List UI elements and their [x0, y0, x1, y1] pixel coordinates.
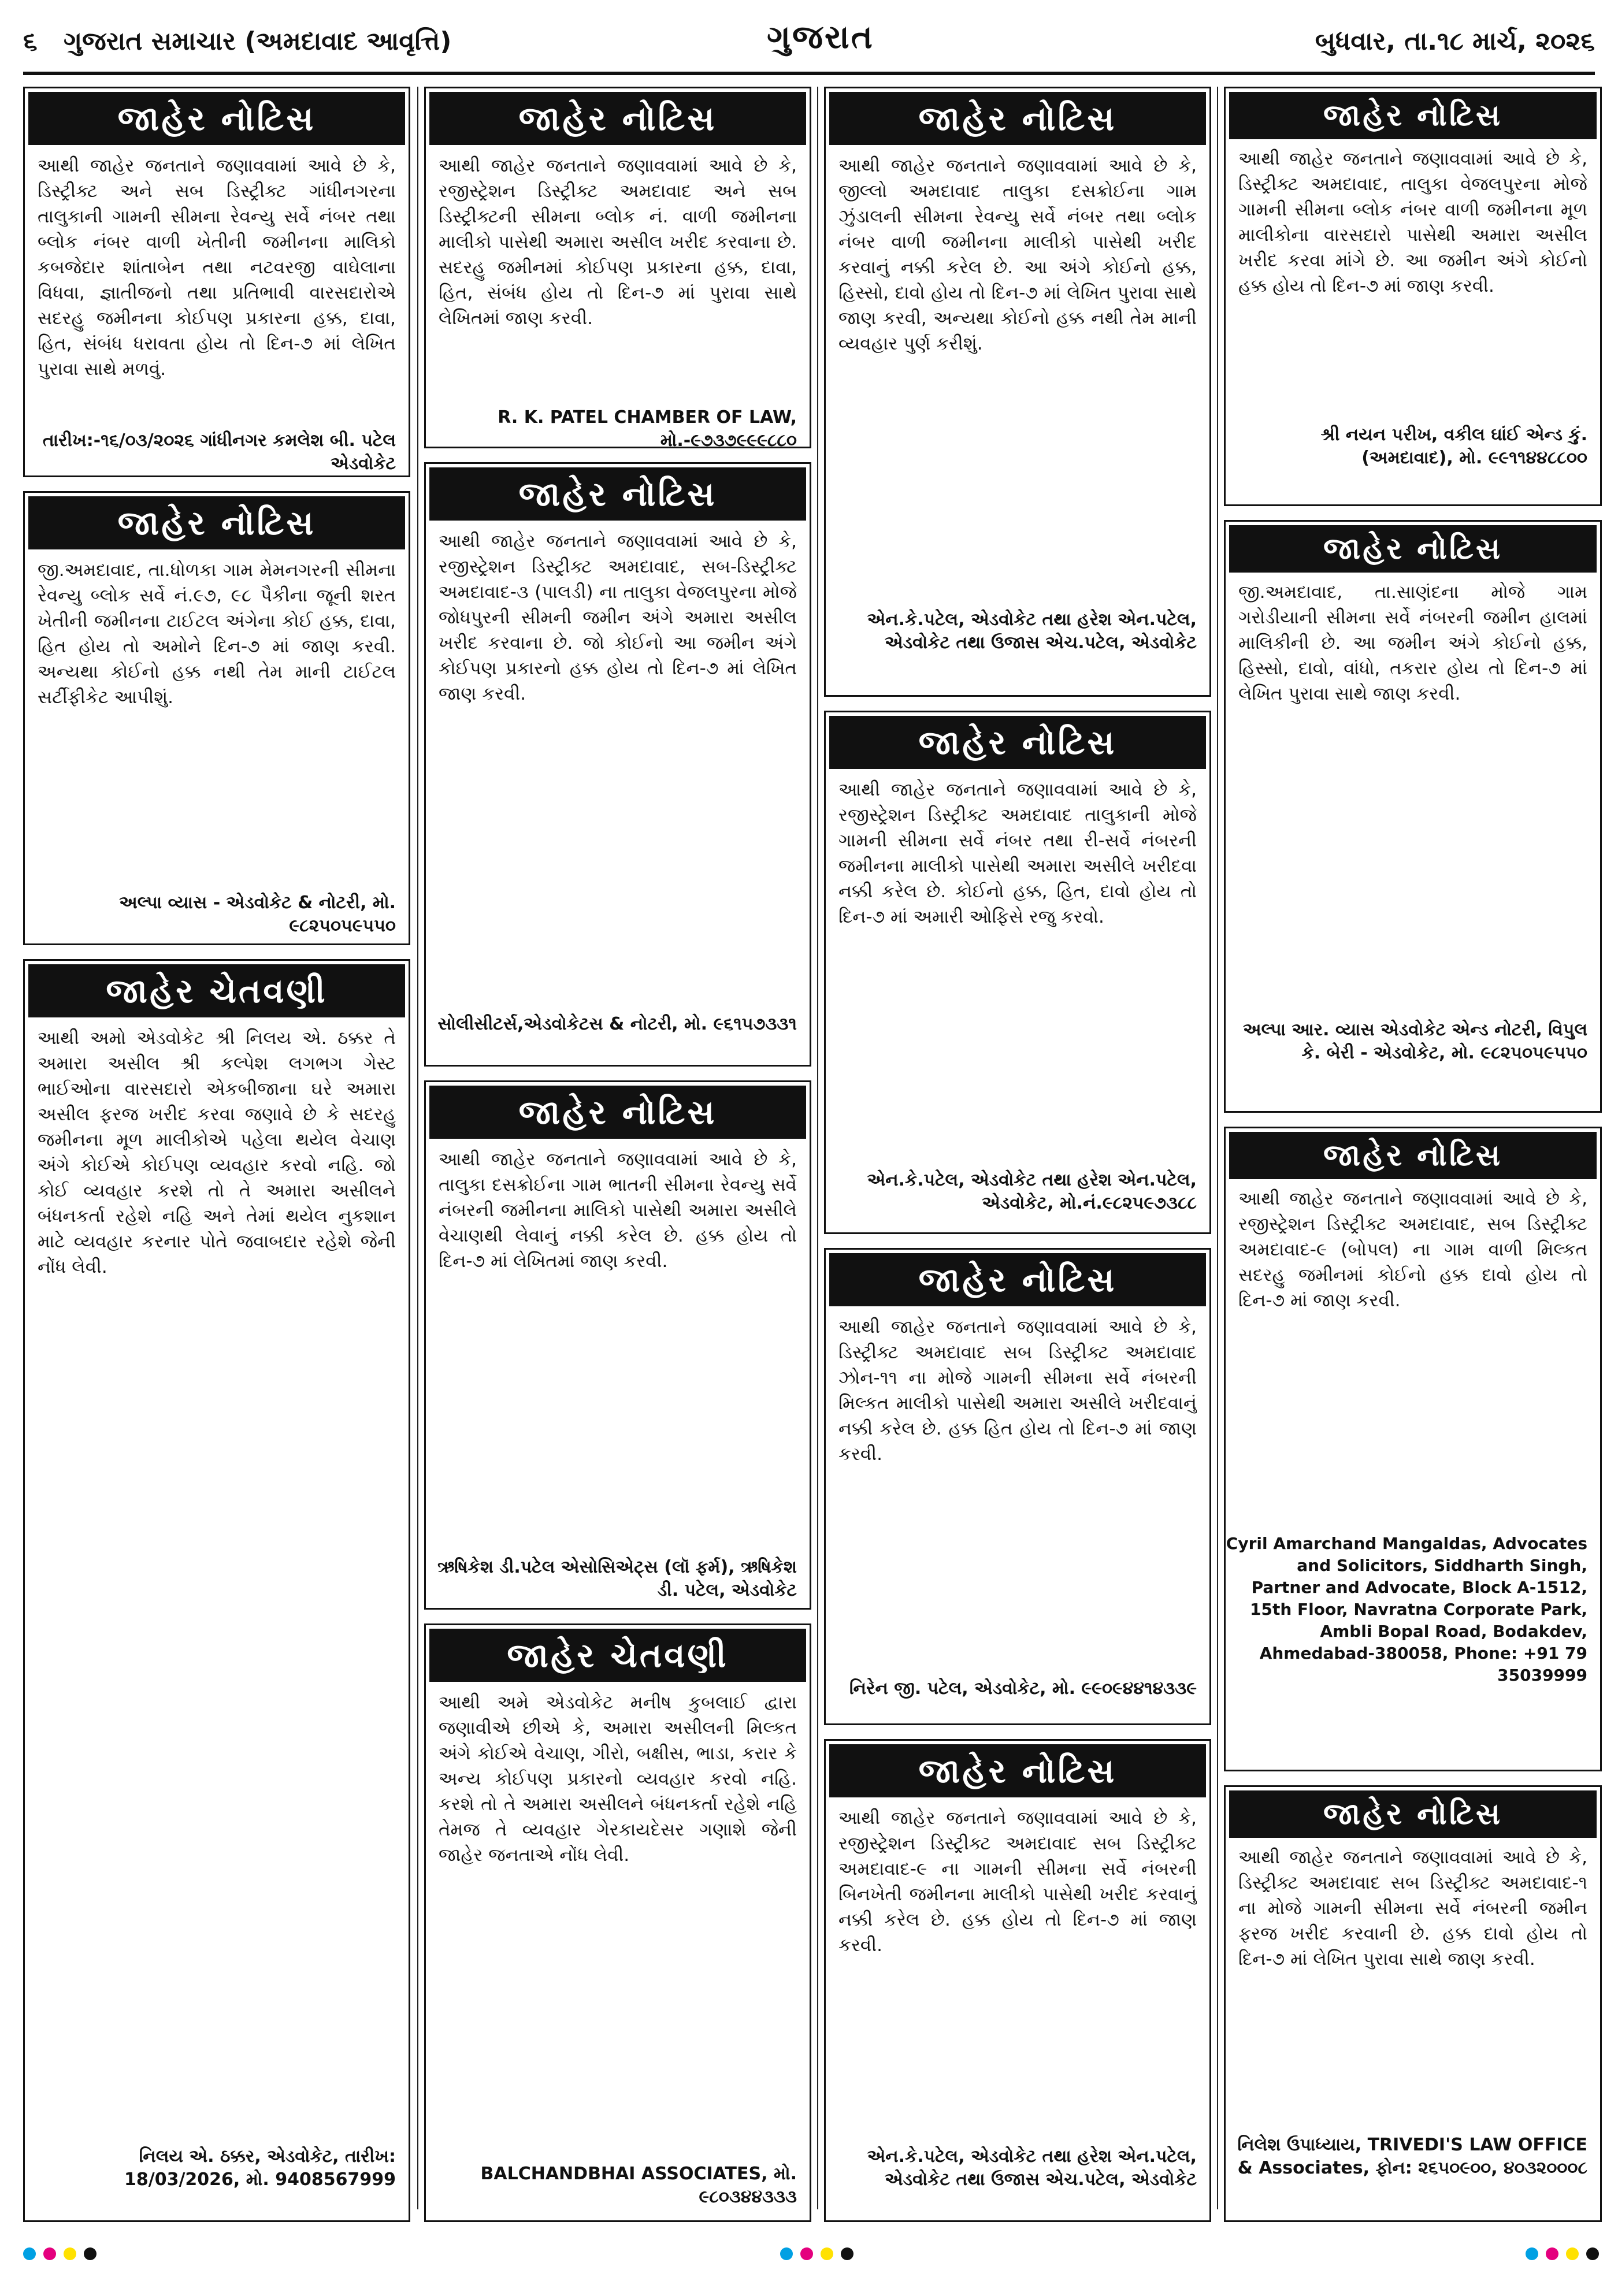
notice-heading: જાહેર નોટિસ	[829, 716, 1206, 769]
notice-box	[1224, 87, 1602, 506]
issue-date: બુધવાર, તા.૧૮ માર્ચ, ૨૦૨૬	[1315, 27, 1595, 56]
notice-body: આથી જાહેર જનતાને જણાવવામાં આવે છે કે, તાલુકા દસક્રોઈના ગામ ભાતની સીમના રેવન્યુ સર્વે નંબરની જમીનના માલિકો પાસેથી અમારા અસીલે વેચાણથી લેવાનું નક્કી કરેલ છે. હક્ક હોય તો દિન-૭ માં લેખિતમાં જાણ કરવી.	[439, 1149, 797, 1272]
notice-heading: જાહેર નોટિસ	[28, 92, 405, 145]
page-header	[23, 16, 1595, 80]
black-dot	[841, 2247, 853, 2260]
notice-signature: સોલીસીટર્સ,એડવોકેટસ & નોટરી, મો. ૯૬૧૫૭૩૩૧	[437, 1014, 797, 1034]
notice-box	[23, 87, 410, 477]
column-2	[417, 87, 817, 2209]
notice-signature: તારીખ:-૧૬/૦૩/૨૦૨૬ ગાંધીનગર કમલેશ બી. પટેલ એડવોકેટ	[42, 430, 396, 474]
magenta-dot	[1546, 2247, 1558, 2260]
notice-heading: જાહેર નોટિસ	[429, 1086, 806, 1139]
column-3	[817, 87, 1217, 2209]
notice-box	[824, 711, 1211, 1234]
warning-box	[424, 1623, 811, 2222]
cyan-dot	[23, 2247, 36, 2260]
notice-box	[424, 87, 811, 451]
notice-body: આથી જાહેર જનતાને જણાવવામાં આવે છે કે, રજીસ્ટ્રેશન ડિસ્ટ્રીક્ટ અમદાવાદ, સબ ડિસ્ટ્રીક્ટ અમદાવાદ-૯ (બોપલ) ના ગામ વાળી મિલ્કત સદરહુ જમીનમાં કોઈનો હક્ક દાવો હોય તો દિન-૭ માં જાણ કરવી.	[1238, 1188, 1587, 1311]
notice-body: આથી જાહેર જનતાને જણાવવામાં આવે છે કે, ડિસ્ટ્રીક્ટ અમદાવાદ, તાલુકા વેજલપુરના મોજે ગામની સીમના બ્લોક નંબર વાળી જમીનના મૂળ માલીકોના વારસદારો પાસેથી અમારા અસીલ ખરીદ કરવા માંગે છે. આ જમીન અંગે કોઈનો હક્ક હોય તો દિન-૭ માં જાણ કરવી.	[1238, 148, 1587, 296]
notice-heading: જાહેર નોટિસ	[28, 496, 405, 549]
notice-box	[23, 491, 410, 945]
cyan-dot	[1526, 2247, 1538, 2260]
notice-body: આથી જાહેર જનતાને જણાવવામાં આવે છે કે, રજીસ્ટ્રેશન ડિસ્ટ્રીક્ટ અમદાવાદ અને સબ ડિસ્ટ્રીક્ટની સીમના બ્લોક નં. વાળી જમીનના માલીકો પાસેથી અમારા અસીલ ખરીદ કરવાના છે. સદરહુ જમીનમાં કોઈપણ પ્રકારના હક્ક, દાવા, હિત, સંબંધ હોય તો દિન-૭ માં પુરાવા સાથે લેખિતમાં જાણ કરવી.	[439, 155, 797, 329]
notice-heading: જાહેર નોટિસ	[429, 92, 806, 145]
notice-signature: અલ્પા આર. વ્યાસ એડવોકેટ એન્ડ નોટરી, વિપુલ કે. બેરી - એડવોકેટ, મો. ૯૮૨૫૦૫૯૫૫૦	[1242, 1020, 1587, 1063]
notice-box	[824, 1739, 1211, 2222]
warning-signature: BALCHANDBHAI ASSOCIATES, મો. ૯૮૦૩૪૪૩૩૩	[480, 2164, 797, 2207]
header-rule	[23, 72, 1595, 75]
cyan-dot	[780, 2247, 793, 2260]
notice-body: આથી જાહેર જનતાને જણાવવામાં આવે છે કે, રજીસ્ટ્રેશન ડિસ્ટ્રીક્ટ અમદાવાદ, સબ-ડિસ્ટ્રીક્ટ અમદાવાદ-૩ (પાલડી) ના તાલુકા વેજલપુરના મોજે જોધપુરની સીમની જમીન અંગે અમારા અસીલ ખરીદ કરવાના છે. જો કોઈનો આ જમીન અંગે કોઈપણ પ્રકારનો હક્ક હોય તો દિન-૭ માં લેખિત જાણ કરવી.	[439, 531, 797, 704]
notice-box	[1224, 520, 1602, 1113]
notice-body: આથી જાહેર જનતાને જણાવવામાં આવે છે કે, જીલ્લો અમદાવાદ તાલુકા દસક્રોઈના ગામ ઝુંડાલની સીમના રેવન્યુ સર્વે નંબર તથા બ્લોક નંબર વાળી જમીનના માલીકો પાસેથી ખરીદ કરવાનું નક્કી કરેલ છે. આ અંગે કોઈનો હક્ક, હિસ્સો, દાવો હોય તો દિન-૭ માં લેખિત પુરાવા સાથે જાણ કરવી, અન્યથા કોઈનો હક્ક નથી તેમ માની વ્યવહાર પુર્ણ કરીશું.	[838, 155, 1197, 354]
notice-heading: જાહેર નોટિસ	[829, 92, 1206, 145]
black-dot	[1586, 2247, 1599, 2260]
notice-body: આથી જાહેર જનતાને જણાવવામાં આવે છે કે, ડિસ્ટ્રીક્ટ અમદાવાદ સબ ડિસ્ટ્રીક્ટ અમદાવાદ ઝોન-૧૧ ના મોજે ગામની સીમના સર્વે નંબરની મિલ્કત માલીકો પાસેથી અમારા અસીલે ખરીદવાનું નક્કી કરેલ છે. હક્ક હિત હોય તો દિન-૭ માં જાણ કરવી.	[838, 1317, 1197, 1465]
warning-heading: જાહેર ચેતવણી	[429, 1629, 806, 1682]
warning-body: આથી અમે એડવોકેટ મનીષ કુબલાઈ દ્વારા જણાવીએ છીએ કે, અમારા અસીલની મિલ્કત અંગે કોઈએ વેચાણ, ગીરો, બક્ષીસ, ભાડા, કરાર કે અન્ય કોઈપણ પ્રકારનો વ્યવહાર કરવો નહિ. કરશે તો તે અમારા અસીલને બંધનકર્તા રહેશે નહિ તેમજ તે વ્યવહાર ગેરકાયદેસર ગણાશે જેની જાહેર જનતાએ નોંધ લેવી.	[439, 1692, 797, 1866]
notice-heading: જાહેર નોટિસ	[829, 1253, 1206, 1306]
notice-body: આથી જાહેર જનતાને જણાવવામાં આવે છે કે, ડિસ્ટ્રીક્ટ અમદાવાદ સબ ડિસ્ટ્રીક્ટ અમદાવાદ-૧ ના મોજે ગામની સીમના સર્વે નંબરની જમીન ફરજ ખરીદ કરવાની છે. હક્ક દાવો હોય તો દિન-૭ માં લેખિત પુરાવા સાથે જાણ કરવી.	[1238, 1847, 1587, 1970]
notice-signature: અલ્પા વ્યાસ - એડવોકેટ & નોટરી, મો. ૯૮૨૫૦૫૯૫૫૦	[119, 893, 396, 936]
notice-signature: એન.કે.પટેલ, એડવોકેટ તથા હરેશ એન.પટેલ, એડવોકેટ તથા ઉજાસ એચ.પટેલ, એડવોકેટ	[867, 610, 1197, 653]
warning-heading: જાહેર ચેતવણી	[28, 964, 405, 1017]
notice-signature: નિરેન જી. પટેલ, એડવોકેટ, મો. ૯૯૦૯૪૪૧૪૩૩૯	[849, 1678, 1197, 1699]
notice-box	[424, 462, 811, 1067]
warning-body: આથી અમો એડવોકેટ શ્રી નિલય એ. ઠક્કર તે અમારા અસીલ શ્રી કલ્પેશ લગભગ ગેસ્ટ ભાઈઓના વારસદારો એકબીજાના ઘરે અમારા અસીલ ફરજ ખરીદ કરવા જણાવે છે કે સદરહુ જમીનના મૂળ માલીકોએ પહેલા થયેલ વેચાણ અંગે કોઈએ કોઈપણ વ્યવહાર કરવો નહિ. જો કોઈ વ્યવહાર કરશે તો તે અમારા અસીલને બંધનકર્તા રહેશે નહિ અને તેમાં થયેલ નુકશાન માટે વ્યવહાર કરનાર પોતે જવાબદાર રહેશે જેની નોંધ લેવી.	[38, 1028, 396, 1277]
notice-signature: ઋષિકેશ ડી.પટેલ એસોસિએટ્સ (લૉ ફર્મ), ઋષિકેશ ડી. પટેલ, એડવોકેટ	[437, 1557, 797, 1600]
notice-body: જી.અમદાવાદ, તા.સાણંદના મોજે ગામ ગરોડીયાની સીમના સર્વે નંબરની જમીન હાલમાં માલિકીની છે. આ જમીન અંગે કોઈનો હક્ક, હિસ્સો, દાવો, વાંધો, તકરાર હોય તો દિન-૭ માં લેખિત પુરાવા સાથે જાણ કરવી.	[1238, 582, 1587, 704]
column-4	[1217, 87, 1608, 2209]
notice-signature: એન.કે.પટેલ, એડવોકેટ તથા હરેશ એન.પટેલ, એડવોકેટ, મો.નં.૯૮૨૫૯૭૩૮૮	[867, 1170, 1197, 1213]
notice-body: આથી જાહેર જનતાને જણાવવામાં આવે છે કે, રજીસ્ટ્રેશન ડિસ્ટ્રીક્ટ અમદાવાદ સબ ડિસ્ટ્રીક્ટ અમદાવાદ-૯ ના ગામની સીમના સર્વે નંબરની બિનખેતી જમીનના માલીકો પાસેથી ખરીદ કરવાનું નક્કી કરેલ છે. હક્ક હોય તો દિન-૭ માં જાણ કરવી.	[838, 1808, 1197, 1956]
yellow-dot	[64, 2247, 76, 2260]
notice-heading: જાહેર નોટિસ	[1229, 1132, 1597, 1179]
notice-signature: એન.કે.પટેલ, એડવોકેટ તથા હરેશ એન.પટેલ, એડવોકેટ તથા ઉજાસ એચ.પટેલ, એડવોકેટ	[867, 2146, 1197, 2190]
warning-signature: નિલય એ. ઠક્કર, એડવોકેટ, તારીખ: 18/03/2026, મો. 9408567999	[124, 2146, 396, 2190]
notice-signature: R. K. PATEL CHAMBER OF LAW, મો.-૯૭૩૭૯૯૯૮૮૦	[498, 407, 797, 451]
yellow-dot	[1566, 2247, 1579, 2260]
notice-body: જી.અમદાવાદ, તા.ધોળકા ગામ મેમનગરની સીમના રેવન્યુ બ્લોક સર્વે નં.૯૭, ૯૮ પૈકીના જૂની શરત ખેતીની જમીનના ટાઈટલ અંગેના કોઈ હક્ક, દાવા, હિત હોય તો અમોને દિન-૭ માં જાણ કરવી. અન્યથા કોઈનો હક્ક નથી તેમ માની ટાઈટલ સર્ટીફીકેટ આપીશું.	[38, 560, 396, 708]
print-registration-marks	[0, 2236, 1618, 2271]
notice-signature: શ્રી નયન પરીખ, વકીલ ઘાંઈ એન્ડ કું. (અમદાવાદ), મો. ૯૯૧૧૪૪૮૮૦૦	[1320, 425, 1587, 468]
notice-box	[1224, 1127, 1602, 1771]
notice-signature: નિલેશ ઉપાધ્યાય, TRIVEDI'S LAW OFFICE & Associates, ફોન: ૨૬૫૦૯૦૦, ૪૦૩૨૦૦૦૮	[1237, 2135, 1587, 2178]
notice-body: આથી જાહેર જનતાને જણાવવામાં આવે છે કે, રજીસ્ટ્રેશન ડિસ્ટ્રીક્ટ અમદાવાદ તાલુકાની મોજે ગામની સીમના સર્વે નંબર તથા રી-સર્વે નંબરની જમીનના માલીકો પાસેથી અમારા અસીલે ખરીદવા નક્કી કરેલ છે. કોઈનો હક્ક, હિત, દાવો હોય તો દિન-૭ માં અમારી ઓફિસે રજુ કરવો.	[838, 779, 1197, 927]
notice-box	[824, 1248, 1211, 1725]
notice-heading: જાહેર નોટિસ	[1229, 525, 1597, 573]
yellow-dot	[821, 2247, 833, 2260]
notice-heading: જાહેર નોટિસ	[1229, 1790, 1597, 1838]
notice-body: આથી જાહેર જનતાને જણાવવામાં આવે છે કે, ડિસ્ટ્રીક્ટ અને સબ ડિસ્ટ્રીક્ટ ગાંધીનગરના તાલુકાની ગામની સીમના રેવન્યુ સર્વે નંબર તથા બ્લોક નંબર વાળી ખેતીની જમીનના માલિકો કબજેદાર શાંતાબેન તથા નટવરજી વાઘેલાના વિધવા, જ્ઞાતીજનો તથા પ્રતિભાવી વારસદારોએ સદરહુ જમીનના કોઈપણ પ્રકારના હક્ક, દાવા, હિત, સંબંધ ધરાવતા હોય તો દિન-૭ માં લેખિત પુરાવા સાથે મળવું.	[38, 155, 396, 380]
notice-box	[824, 87, 1211, 697]
notice-heading: જાહેર નોટિસ	[1229, 92, 1597, 139]
black-dot	[84, 2247, 97, 2260]
magenta-dot	[43, 2247, 56, 2260]
notice-box	[1224, 1785, 1602, 2222]
column-1	[23, 87, 410, 2209]
notice-heading: જાહેર નોટિસ	[829, 1744, 1206, 1797]
notice-heading: જાહેર નોટિસ	[429, 467, 806, 521]
magenta-dot	[800, 2247, 813, 2260]
page-number: ૬	[23, 27, 38, 56]
warning-box	[23, 959, 410, 2222]
publication-name: ગુજરાત સમાચાર (અમદાવાદ આવૃત્તિ)	[64, 27, 452, 56]
notice-box	[424, 1080, 811, 1610]
notice-signature: Cyril Amarchand Mangaldas, Advocates and Solicitors, Siddharth Singh, Partner and Advocate, Block A-1512, 15th Floor, Navratna Corporate Park, Ambli Bopal Road, Bodakdev, Ahmedabad-380058, Phone: +91 79 35039999	[1226, 1534, 1587, 1685]
section-title: ગુજરાત	[767, 18, 874, 56]
